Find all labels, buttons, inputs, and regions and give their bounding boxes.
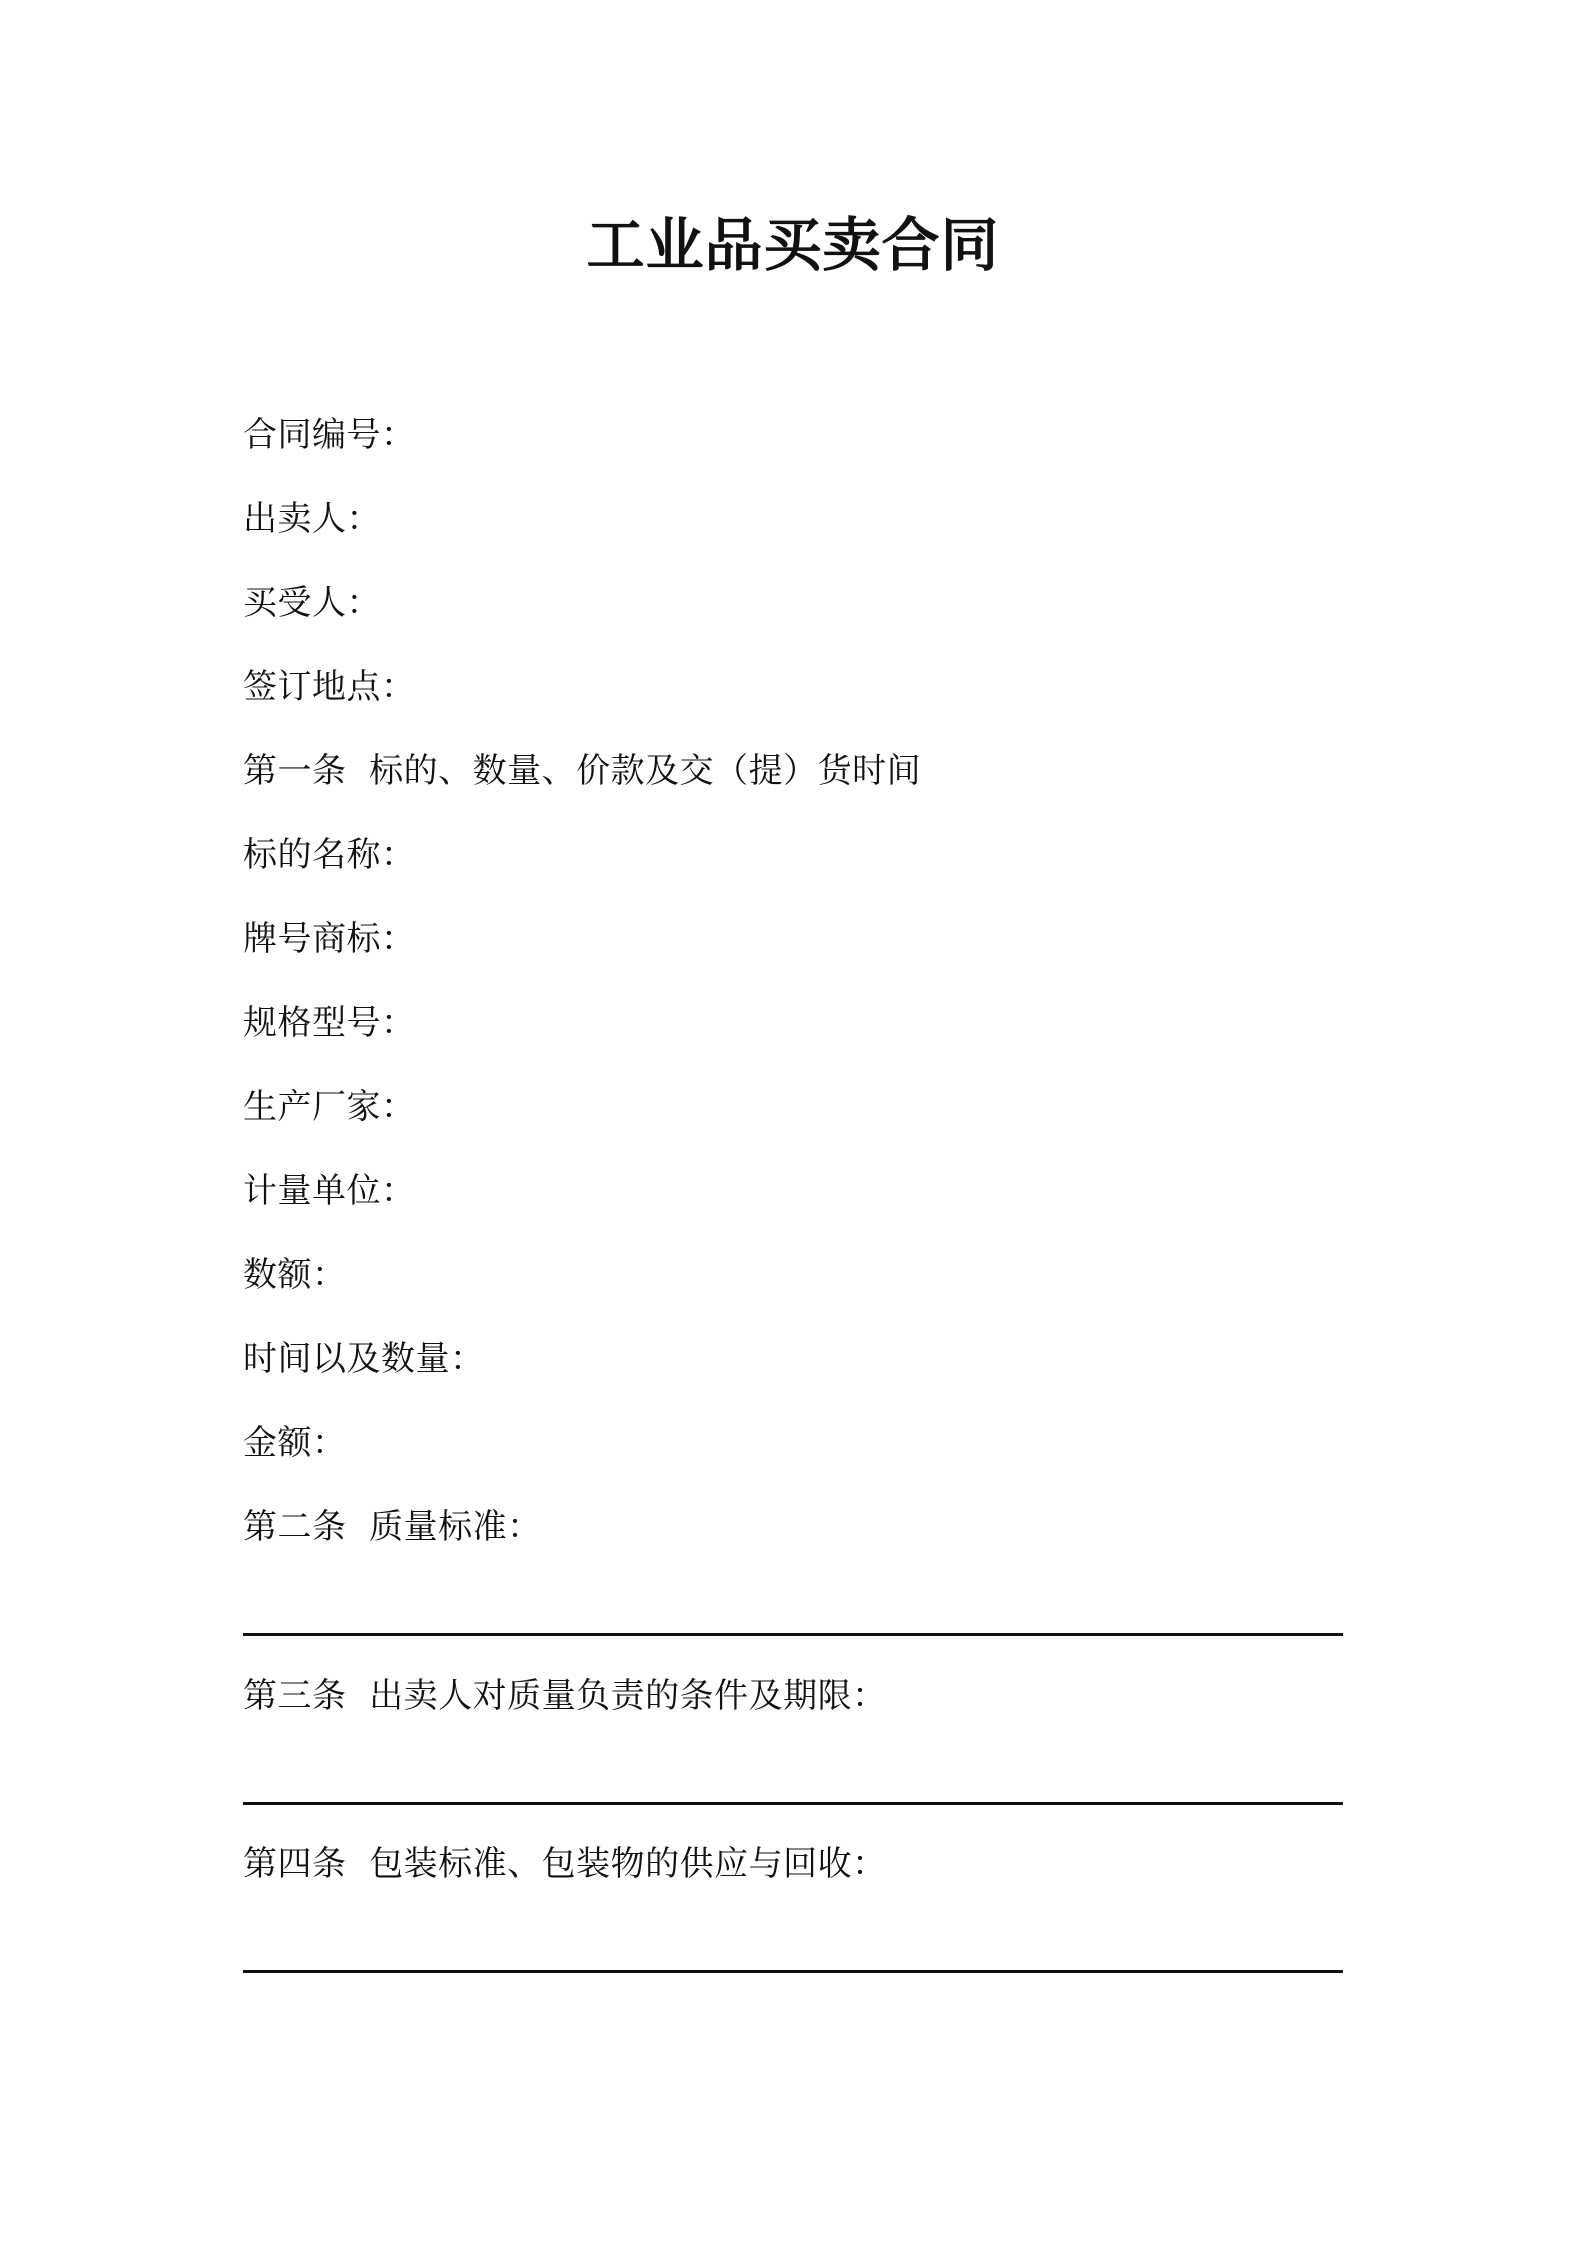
seller-field: 出卖人： — [243, 499, 381, 539]
signing-place-field: 签订地点： — [243, 667, 416, 707]
document-title: 工业品买卖合同 — [586, 211, 1000, 279]
article-1-heading: 第一条 标的、数量、价款及交（提）货时间 — [243, 751, 922, 791]
money-amount-field: 金额： — [243, 1423, 347, 1463]
blank-line-article-3 — [243, 1802, 1343, 1805]
contract-number-field: 合同编号： — [243, 415, 416, 455]
article-3-heading: 第三条 出卖人对质量负责的条件及期限： — [243, 1676, 887, 1716]
blank-line-article-2 — [243, 1633, 1343, 1636]
time-quantity-field: 时间以及数量： — [243, 1339, 485, 1379]
unit-field: 计量单位： — [243, 1171, 416, 1211]
blank-line-article-4 — [243, 1970, 1343, 1973]
article-4-heading: 第四条 包装标准、包装物的供应与回收： — [243, 1844, 887, 1884]
brand-trademark-field: 牌号商标： — [243, 919, 416, 959]
subject-name-field: 标的名称： — [243, 835, 416, 875]
amount-field: 数额： — [243, 1255, 347, 1295]
article-2-heading: 第二条 质量标准： — [243, 1507, 542, 1547]
buyer-field: 买受人： — [243, 583, 381, 623]
spec-model-field: 规格型号： — [243, 1003, 416, 1043]
manufacturer-field: 生产厂家： — [243, 1087, 416, 1127]
